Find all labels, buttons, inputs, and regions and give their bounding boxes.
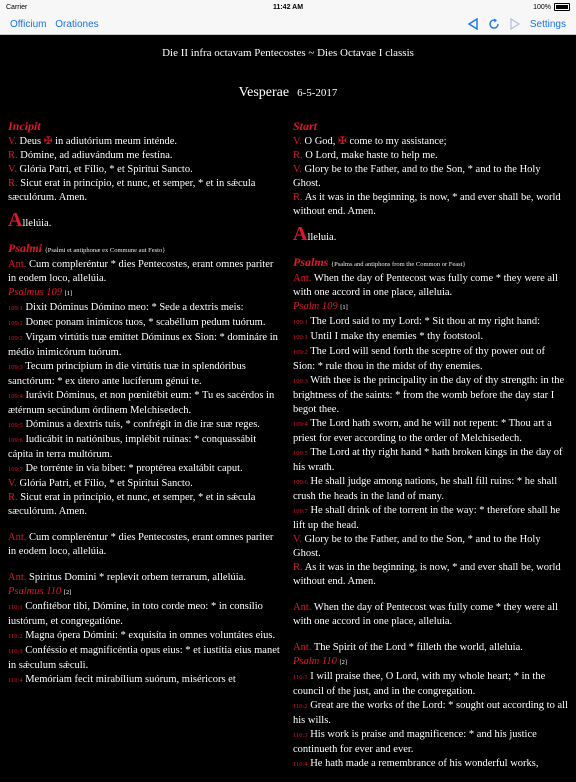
antiphon: Ant. The Spirit of the Lord * filleth the world, alleluia. — [293, 642, 523, 653]
latin-column — [8, 119, 283, 772]
versicle: V. Deus ✠ in adiutórium meum inténde. — [8, 136, 178, 147]
hour-name: Vesperae — [238, 85, 290, 100]
psalm-verse: 110:3 Conféssio et magnificéntia opus eius: * et iustítia eius manet in sǽculum sǽculi. — [8, 645, 280, 671]
columns — [8, 119, 568, 772]
versicle: V. Glory be to the Father, and to the Son, * and to the Holy Ghost. — [293, 164, 541, 189]
versicle: V. O God, ✠ come to my assistance; — [293, 136, 447, 147]
battery-percent: 100% — [533, 3, 551, 11]
incipit-versicles — [8, 135, 283, 205]
psalm-verse: 110:1 I will praise thee, O Lord, with my whole heart; * in the council of the just, and in the congregation. — [293, 671, 546, 697]
start-heading: Start — [293, 119, 318, 133]
psalm-title: Psalm 110 [2] — [293, 656, 348, 667]
hour-date: 6-5-2017 — [297, 87, 338, 99]
nav-right — [467, 18, 566, 30]
orationes-button[interactable]: Orationes — [55, 18, 99, 30]
incipit-heading: Incipit — [8, 119, 41, 133]
psalm-verse: 109:4 The Lord hath sworn, and he will not repent: * Thou art a priest for ever according to the order of Melchisedech. — [293, 418, 552, 444]
psalm-verse: 110:2 Great are the works of the Lord: * sought out according to all his wills. — [293, 700, 568, 726]
clock: 11:42 AM — [272, 3, 304, 11]
cross-icon: ✠ — [338, 136, 347, 147]
antiphon: Ant. Cum compleréntur * dies Pentecostes, erant omnes pariter in eodem loco, allelúia. — [8, 259, 274, 284]
office-content[interactable] — [0, 35, 576, 782]
start-versicles — [293, 135, 568, 219]
psalmi-heading: Psalmi {Psalmi et antiphonæ ex Commune aut Festo} — [8, 241, 166, 255]
antiphon-repeat: Ant. Cum compleréntur * dies Pentecostes, erant omnes pariter in eodem loco, allelúia. — [8, 532, 274, 557]
status-bar — [0, 0, 576, 14]
refresh-icon[interactable] — [488, 18, 500, 30]
psalm-verse: 109:1 Dixit Dóminus Dómino meo: * Sede a dextris meis: — [8, 302, 244, 313]
psalm-109-verses — [8, 301, 283, 477]
english-column — [293, 119, 568, 772]
back-triangle-icon[interactable] — [467, 18, 479, 30]
versicle: R. Sicut erat in princípio, et nunc, et semper, * et in sǽcula sæculórum. Amen. — [8, 178, 256, 203]
battery-icon — [554, 3, 570, 11]
carrier-label: Carrier — [6, 3, 28, 11]
psalm-title: Psalmus 110 [2] — [8, 586, 72, 597]
alleluia: Alleluia. — [293, 223, 337, 245]
psalm-verse: 110:1 Confitébor tibi, Dómine, in toto corde meo: * in consílio iustórum, et congregatióne. — [8, 601, 263, 627]
psalm-verse: 110:2 Magna ópera Dómini: * exquisíta in omnes voluntátes eius. — [8, 630, 276, 641]
psalm-verse: 109:7 De torrénte in via bibet: * proptérea exaltábit caput. — [8, 463, 243, 474]
psalm-verse: 109:2 Virgam virtútis tuæ emíttet Dóminus ex Sion: * domináre in médio inimicórum tuórum. — [8, 332, 278, 358]
psalm-verse: 109:4 Iurávit Dóminus, et non pœnitébit eum: * Tu es sacérdos in ætérnum secúndum órdinem Melchísedech. — [8, 390, 275, 416]
gloria-versicle: V. Glória Patri, et Fílio, * et Spirítui Sancto. — [8, 478, 193, 489]
psalm-verse: 110:4 He hath made a remembrance of his wonderful works, — [293, 758, 539, 769]
psalm-verse: 109:6 He shall judge among nations, he shall fill ruins: * he shall crush the heads in the land of many. — [293, 476, 558, 502]
versicle: V. Glória Patri, et Fílio, * et Spirítui Sancto. — [8, 164, 193, 175]
psalm-verse: 110:3 His work is praise and magnificence: * and his justice continueth for ever and ever. — [293, 729, 537, 755]
psalm-verse: 109:6 Iudicábit in natiónibus, implébit ruínas: * conquassábit cápita in terra multórum. — [8, 434, 257, 460]
officium-button[interactable]: Officium — [10, 18, 47, 30]
psalm-verse: 109:1 The Lord said to my Lord: * Sit thou at my right hand: — [293, 316, 541, 327]
alleluia: Allelúia. — [8, 209, 52, 231]
antiphon: Ant. When the day of Pentecost was fully come * they were all with one accord in one place, alleluia. — [293, 273, 558, 298]
versicle: R. O Lord, make haste to help me. — [293, 150, 438, 161]
antiphon: Ant. Spiritus Domini * replevit orbem terrarum, allelúia. — [8, 572, 246, 583]
versicle: R. Dómine, ad adiuvándum me festína. — [8, 150, 173, 161]
psalms-heading: Psalms {Psalms and antiphons from the Common or Feast} — [293, 255, 466, 269]
psalm-verse: 109:2 The Lord will send forth the sceptre of thy power out of Sion: * rule thou in the midst of thy enemies. — [293, 346, 545, 372]
psalm-verse: 109:5 Dóminus a dextris tuis, * confrégit in die iræ suæ reges. — [8, 419, 260, 430]
cross-icon: ✠ — [43, 136, 53, 147]
hour-title — [8, 85, 568, 101]
settings-button[interactable]: Settings — [529, 18, 566, 30]
gloria-versicle: V. Glory be to the Father, and to the Son, * and to the Holy Ghost. — [293, 534, 541, 559]
psalm-verse: 109:5 The Lord at thy right hand * hath broken kings in the day of his wrath. — [293, 447, 563, 473]
psalm-verse: 109:1 Until I make thy enemies * thy footstool. — [293, 331, 484, 342]
versicle: R. As it was in the beginning, is now, * and ever shall be, world without end. Amen. — [293, 192, 561, 217]
antiphon-repeat: Ant. When the day of Pentecost was fully come * they were all with one accord in one place, alleluia. — [293, 602, 558, 627]
psalm-verse: 109:3 Tecum princípium in die virtútis tuæ in splendóribus sanctórum: * ex útero ante lucíferum génui te. — [8, 361, 246, 387]
nav-left — [10, 19, 105, 30]
psalm-verse: 110:4 Memóriam fecit mirabílium suórum, miséricors et — [8, 674, 236, 685]
psalm-109-verses — [293, 315, 568, 533]
psalm-verse: 109:1 Donec ponam inimícos tuos, * scabéllum pedum tuórum. — [8, 317, 266, 328]
psalm-verse: 109:7 He shall drink of the torrent in the way: * therefore shall he lift up the head. — [293, 505, 561, 531]
psalm-verse: 109:3 With thee is the principality in the day of thy strength: in the brightness of the saints: * from the womb before the day star I begot thee. — [293, 375, 565, 415]
gloria-response: R. As it was in the beginning, is now, * and ever shall be, world without end. Amen. — [293, 562, 561, 587]
psalm-110-verses — [8, 600, 283, 688]
nav-bar — [0, 14, 576, 35]
day-subtitle: Die II infra octavam Pentecostes ~ Dies Octavae I classis — [162, 47, 414, 59]
psalm-title: Psalm 109 [1] — [293, 301, 348, 312]
psalm-title: Psalmus 109 [1] — [8, 287, 73, 298]
psalm-110-verses — [293, 670, 568, 772]
forward-triangle-icon[interactable] — [509, 18, 521, 30]
gloria-response: R. Sicut erat in princípio, et nunc, et semper, * et in sǽcula sæculórum. Amen. — [8, 492, 256, 517]
